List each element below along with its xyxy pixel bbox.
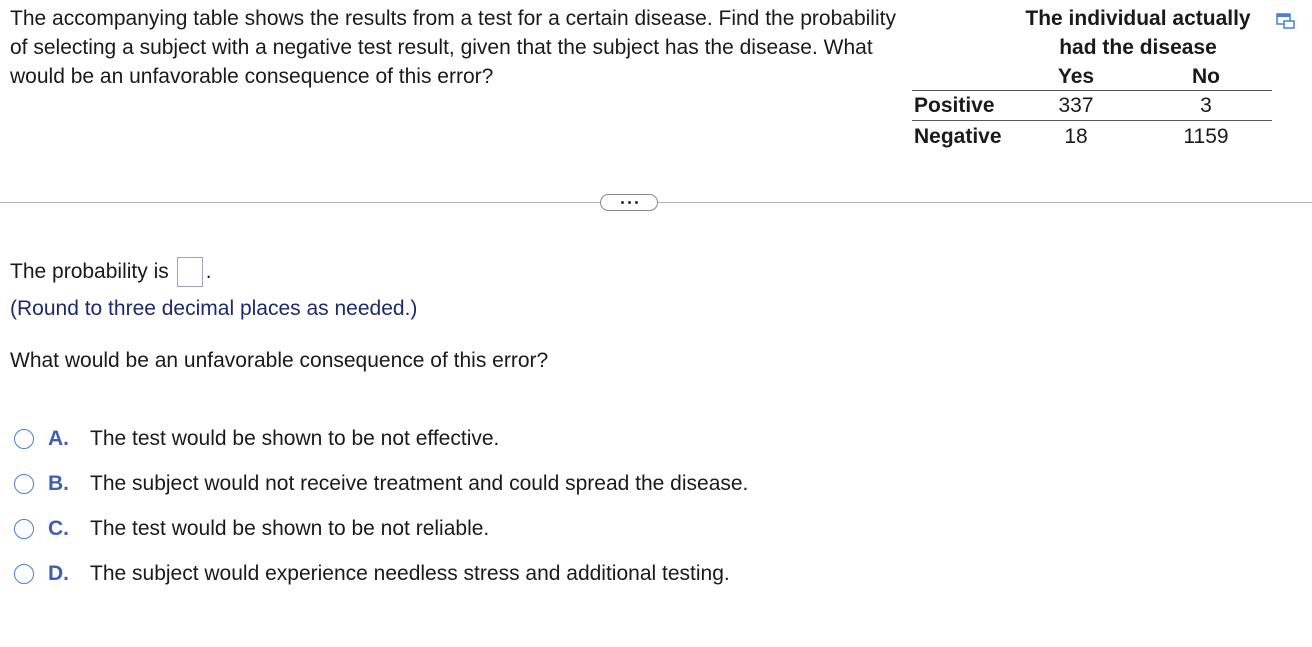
ellipsis-icon bbox=[635, 201, 638, 204]
option-text: The test would be shown to be not reliable. bbox=[90, 516, 490, 540]
option-b[interactable] bbox=[14, 461, 748, 506]
cell-negative-no: 1159 bbox=[1183, 125, 1229, 148]
popout-window-icon[interactable] bbox=[1276, 13, 1296, 29]
row-label-positive: Positive bbox=[914, 94, 995, 117]
table-rule bbox=[912, 120, 1272, 121]
question-text: The accompanying table shows the results from a test for a certain disease. Find the probability of selecting a subject with a negative test result, given that the subject has the disease. What would be an unfavorable consequence of this error? bbox=[10, 7, 896, 88]
radio-button[interactable] bbox=[14, 429, 34, 449]
cell-positive-yes: 337 bbox=[1058, 94, 1094, 117]
expand-more-button[interactable] bbox=[600, 194, 658, 211]
option-letter: C. bbox=[48, 516, 69, 540]
option-text: The subject would experience needless stress and additional testing. bbox=[90, 561, 730, 585]
column-header-no: No bbox=[1192, 65, 1220, 88]
table-header-line-1: The individual actually bbox=[1025, 7, 1251, 30]
radio-button[interactable] bbox=[14, 564, 34, 584]
column-header-yes: Yes bbox=[1057, 65, 1095, 88]
option-d[interactable] bbox=[14, 551, 748, 596]
option-letter: B. bbox=[48, 471, 69, 495]
answer-options bbox=[14, 416, 748, 596]
option-letter: D. bbox=[48, 561, 69, 585]
option-c[interactable] bbox=[14, 506, 748, 551]
radio-button[interactable] bbox=[14, 474, 34, 494]
ellipsis-icon bbox=[628, 201, 631, 204]
ellipsis-icon bbox=[621, 201, 624, 204]
radio-button[interactable] bbox=[14, 519, 34, 539]
row-label-negative: Negative bbox=[914, 125, 1002, 148]
consequence-question: What would be an unfavorable consequence of this error? bbox=[10, 349, 549, 372]
answer-prefix: The probability is bbox=[10, 260, 169, 283]
cell-negative-yes: 18 bbox=[1064, 125, 1088, 148]
option-a[interactable] bbox=[14, 416, 748, 461]
answer-suffix: . bbox=[205, 260, 212, 283]
table-header-line-2: had the disease bbox=[1059, 36, 1217, 59]
answer-line bbox=[10, 257, 212, 287]
option-text: The test would be shown to be not effective. bbox=[90, 426, 500, 450]
cell-positive-no: 3 bbox=[1200, 94, 1212, 117]
option-letter: A. bbox=[48, 426, 69, 450]
rounding-hint: (Round to three decimal places as needed.) bbox=[10, 297, 418, 320]
table-header bbox=[1004, 4, 1272, 62]
option-text: The subject would not receive treatment and could spread the disease. bbox=[90, 471, 749, 495]
probability-input[interactable] bbox=[177, 257, 203, 287]
